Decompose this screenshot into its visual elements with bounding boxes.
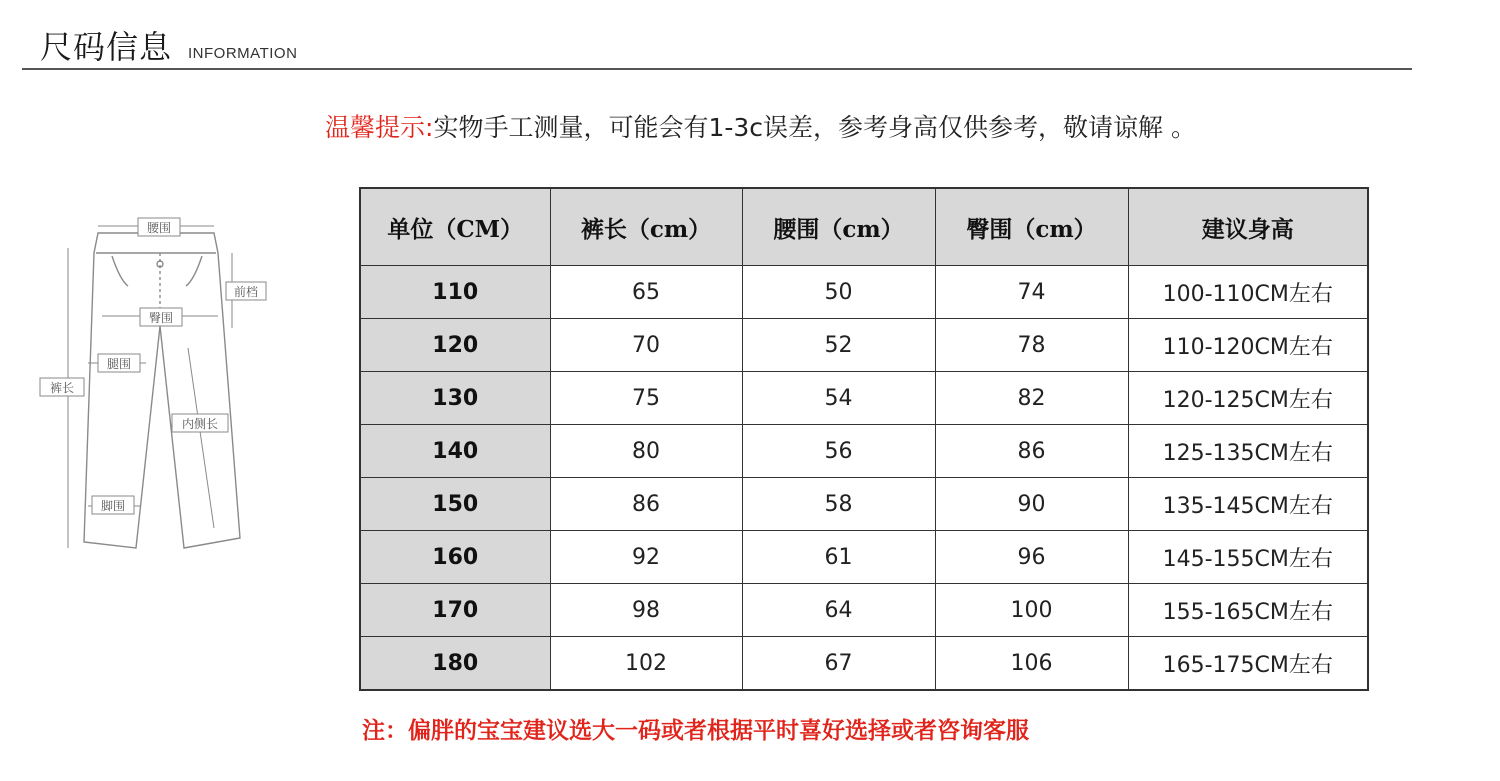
header-waist: 腰围（cm）: [742, 188, 935, 266]
waist-cell: 58: [742, 478, 935, 531]
size-table: [359, 187, 1369, 691]
diagram-label-hip: 臀围: [148, 311, 174, 325]
table-row: [360, 266, 1368, 319]
section-subtitle: INFORMATION: [188, 45, 298, 62]
height-cell: 125-135CM左右: [1128, 425, 1368, 478]
size-cell: 180: [360, 637, 550, 691]
height-cell: 145-155CM左右: [1128, 531, 1368, 584]
size-cell: 140: [360, 425, 550, 478]
length-cell: 98: [550, 584, 742, 637]
diagram-label-front-rise: 前档: [233, 285, 259, 299]
hip-cell: 96: [935, 531, 1128, 584]
waist-cell: 54: [742, 372, 935, 425]
table-row: [360, 478, 1368, 531]
tip-label: 温馨提示:: [325, 113, 434, 142]
pants-measurement-diagram: [36, 208, 286, 558]
size-cell: 120: [360, 319, 550, 372]
hip-cell: 74: [935, 266, 1128, 319]
height-cell: 155-165CM左右: [1128, 584, 1368, 637]
diagram-label-inseam: 内侧长: [181, 417, 219, 431]
tip-text: 实物手工测量，可能会有1-3c误差，参考身高仅供参考，敬请谅解 。: [433, 113, 1196, 142]
hip-cell: 82: [935, 372, 1128, 425]
table-row: [360, 319, 1368, 372]
diagram-label-waist: 腰围: [146, 221, 172, 235]
header-hip: 臀围（cm）: [935, 188, 1128, 266]
hip-cell: 78: [935, 319, 1128, 372]
height-cell: 100-110CM左右: [1128, 266, 1368, 319]
waist-cell: 61: [742, 531, 935, 584]
table-row: [360, 372, 1368, 425]
size-cell: 110: [360, 266, 550, 319]
height-cell: 110-120CM左右: [1128, 319, 1368, 372]
length-cell: 80: [550, 425, 742, 478]
waist-cell: 50: [742, 266, 935, 319]
waist-cell: 64: [742, 584, 935, 637]
table-header-row: [360, 188, 1368, 266]
height-cell: 135-145CM左右: [1128, 478, 1368, 531]
size-cell: 150: [360, 478, 550, 531]
table-row: [360, 637, 1368, 691]
hip-cell: 86: [935, 425, 1128, 478]
size-cell: 130: [360, 372, 550, 425]
sizing-note: 注：偏胖的宝宝建议选大一码或者根据平时喜好选择或者咨询客服: [362, 717, 1029, 744]
length-cell: 86: [550, 478, 742, 531]
table-row: [360, 425, 1368, 478]
hip-cell: 100: [935, 584, 1128, 637]
diagram-label-thigh: 腿围: [106, 357, 132, 371]
waist-cell: 56: [742, 425, 935, 478]
diagram-label-length: 裤长: [49, 381, 75, 395]
waist-cell: 52: [742, 319, 935, 372]
section-title: 尺码信息: [40, 28, 173, 66]
length-cell: 70: [550, 319, 742, 372]
length-cell: 75: [550, 372, 742, 425]
header-divider: [22, 68, 1412, 70]
size-cell: 160: [360, 531, 550, 584]
section-header: [40, 22, 297, 68]
height-cell: 165-175CM左右: [1128, 637, 1368, 691]
header-unit: 单位（CM）: [360, 188, 550, 266]
length-cell: 65: [550, 266, 742, 319]
size-cell: 170: [360, 584, 550, 637]
table-row: [360, 531, 1368, 584]
table-row: [360, 584, 1368, 637]
length-cell: 102: [550, 637, 742, 691]
header-height: 建议身高: [1128, 188, 1368, 266]
diagram-label-leg-opening: 脚围: [100, 499, 126, 513]
waist-cell: 67: [742, 637, 935, 691]
height-cell: 120-125CM左右: [1128, 372, 1368, 425]
length-cell: 92: [550, 531, 742, 584]
hip-cell: 106: [935, 637, 1128, 691]
hip-cell: 90: [935, 478, 1128, 531]
header-length: 裤长（cm）: [550, 188, 742, 266]
measurement-tip: [325, 108, 1196, 144]
